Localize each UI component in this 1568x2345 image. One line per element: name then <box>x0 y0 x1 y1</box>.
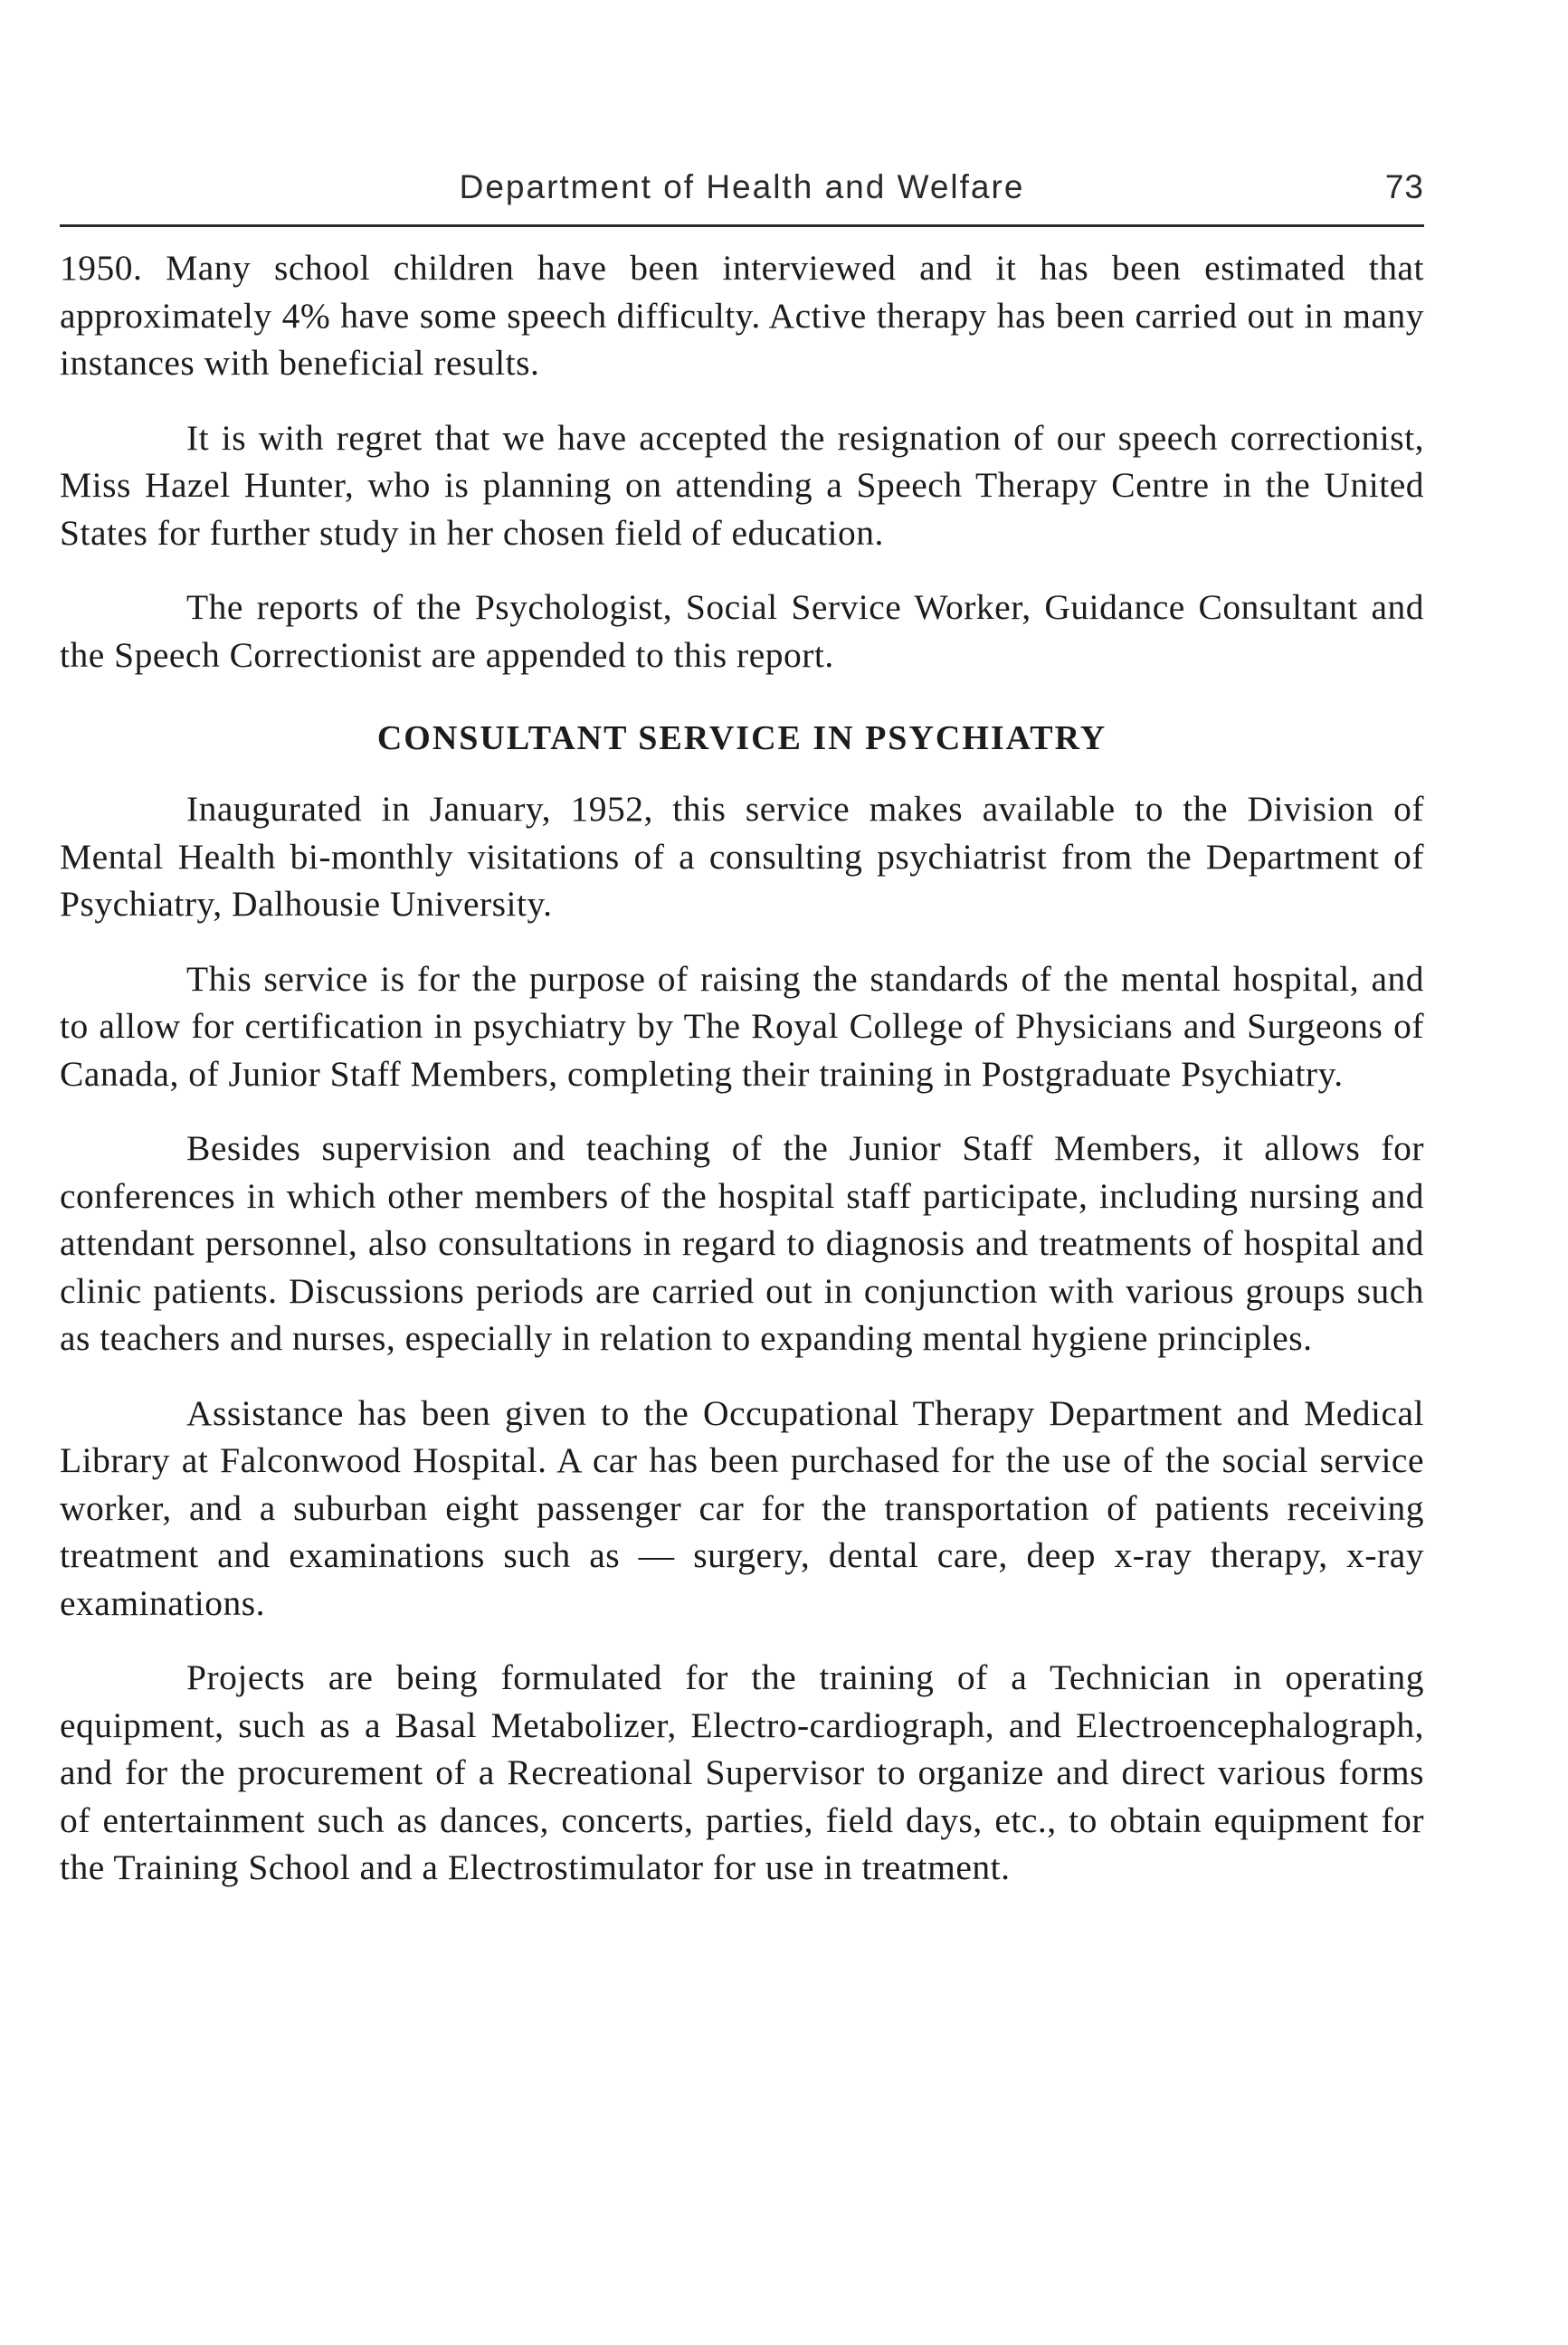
paragraph-2: It is with regret that we have accepted the resignation of our speech correctionist, Miss Hazel Hunter, who is planning on attending a Speech Therapy Centre in the United States for further study in her chosen field of education. <box>60 417 1424 553</box>
paragraph-gap <box>60 679 1424 706</box>
paragraph-gap <box>60 928 1424 955</box>
header-title: Department of Health and Welfare <box>459 168 1025 205</box>
paragraph-1: 1950. Many school children have been interviewed and it has been estimated that approximately 4% have some speech difficulty. Active therapy has been carried out in many instances with beneficial results. <box>60 248 1424 383</box>
paragraph-gap <box>60 556 1424 584</box>
paragraph-7: Assistance has been given to the Occupational Therapy Department and Medical Library at Falconwood Hospital. A car has been purchased for the use of the social service worker, and a suburban eight passenger car for the transportation of patients receiving treatment and examinations such as — surgery, dental care, deep x-ray therapy, x-ray examinations. <box>60 1392 1424 1623</box>
paragraph-8: Projects are being formulated for the training of a Technician in operating equipment, such as a Basal Metabolizer, Electro-cardiograph, and Electroencephalograph, and for the procurement of a Recreational Supervisor to organize and direct various forms of entertainment such as dances, concerts, parties, field days, etc., to obtain equipment for the Training School and a Electrostimulator for use in treatment. <box>60 1657 1424 1887</box>
paragraph-4: Inaugurated in January, 1952, this service makes available to the Division of Mental Health bi-monthly visitations of a consulting psychiatrist from the Department of Psychiatry, Dalhousie University. <box>60 789 1424 924</box>
paragraph-gap <box>60 1097 1424 1125</box>
page-number: 73 <box>1384 168 1424 205</box>
paragraph-gap <box>60 1627 1424 1654</box>
paragraph-6: Besides supervision and teaching of the Junior Staff Members, it allows for conferences in which other members of the hospital staff participate, including nursing and attendant personnel, also consultations in regard to diagnosis and treatments of hospital and clinic patients. Discussions periods are carried out in conjunction with various groups such as teachers and nurses, especially in relation to expanding mental hygiene principles. <box>60 1128 1424 1358</box>
running-header <box>60 168 1424 223</box>
paragraph-gap <box>60 1362 1424 1390</box>
body-text <box>60 244 1424 1892</box>
section-heading: CONSULTANT SERVICE IN PSYCHIATRY <box>376 719 1107 757</box>
header-rule <box>60 224 1424 227</box>
paragraph-5: This service is for the purpose of raising the standards of the mental hospital, and to allow for certification in psychiatry by The Royal College of Physicians and Surgeons of Canada, of Junior Staff Members, completing their training in Postgraduate Psychiatry. <box>60 958 1424 1094</box>
paragraph-3: The reports of the Psychologist, Social Service Worker, Guidance Consultant and the Speech Correctionist are appended to this report. <box>60 587 1424 675</box>
paragraph-gap <box>60 387 1424 414</box>
